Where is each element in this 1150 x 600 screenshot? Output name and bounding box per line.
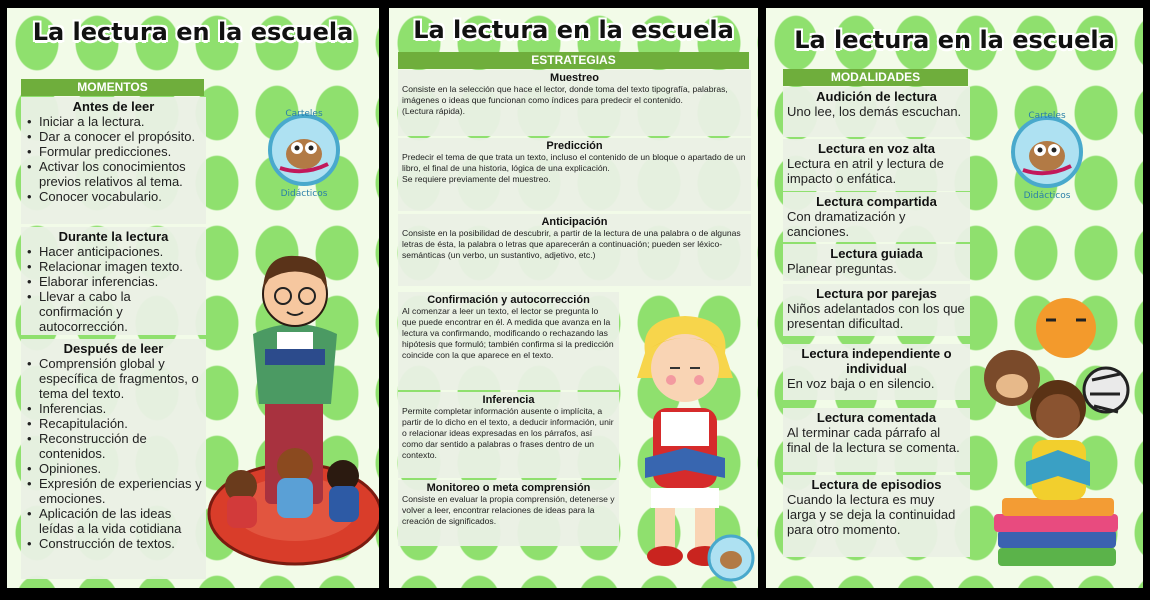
moment-before-reading <box>21 97 206 224</box>
modality-title: Lectura independiente o individual <box>801 346 952 376</box>
list-item: • Comprensión global y específica de fragmentos, o tema del texto. <box>39 356 202 401</box>
list-item: • Aplicación de las ideas leídas a la vida cotidiana <box>39 506 202 536</box>
modality-title: Lectura compartida <box>816 194 937 209</box>
panel-momentos <box>7 8 379 588</box>
modality-parejas <box>783 284 970 336</box>
strategy-text: Predecir el tema de que trata un texto, incluso el contenido de un bloque o apartado de un libro, el final de una historia, lógica de una explicación. <box>402 152 746 173</box>
strategy-text: Consiste en la posibilidad de descubrir, a partir de la lectura de una palabra o de algunas letras de ésta, la palabra o letras que aparecerán a continuación; pueden ser léxico-semánticas (un verbo, un sustantivo, adjetivo, etc.) <box>402 228 741 260</box>
modality-text: Con dramatización y canciones. <box>787 209 906 239</box>
panel-title: La lectura en la escuela <box>794 26 1115 54</box>
moment-after-reading <box>21 339 206 579</box>
modality-title: Lectura en voz alta <box>817 141 936 156</box>
section-title: Después de leer <box>63 341 164 356</box>
carteles-didacticos-logo-small <box>705 530 757 586</box>
modality-voz-alta <box>783 139 970 191</box>
panel-title: La lectura en la escuela <box>413 16 734 44</box>
strategy-text: Al comenzar a leer un texto, el lector se pregunta lo que puede encontrar en él. A medida que avanza en la lectura va confirmando, modificando o rechazando las hipótesis que formuló; también confirma si la predicción coincide con la que aparece en el texto. <box>402 306 614 360</box>
modality-comentada <box>783 408 970 472</box>
carteles-didacticos-logo <box>1008 106 1086 206</box>
strategy-prediccion <box>398 138 751 211</box>
strategy-text: Permite completar información ausente o implícita, a partir de lo dicho en el texto, a deducir información, unir o relacionar ideas expresadas en los párrafos, así como dar sentido a palabras o frases dentro de un contexto. <box>402 406 614 460</box>
panel-title: La lectura en la escuela <box>32 18 354 46</box>
strategy-title: Anticipación <box>541 216 608 228</box>
teacher-reading-illustration <box>203 234 379 584</box>
modality-title: Lectura de episodios <box>811 477 942 492</box>
strategy-note: Se requiere previamente del muestreo. <box>402 174 551 184</box>
strategy-confirmacion <box>398 292 619 390</box>
modality-compartida <box>783 192 970 242</box>
list-item: • Relacionar imagen texto. <box>39 259 202 274</box>
list-item: • Reconstrucción de contenidos. <box>39 431 202 461</box>
modality-audicion <box>783 87 970 137</box>
carteles-didacticos-logo <box>265 104 343 204</box>
moment-during-reading <box>21 227 206 335</box>
strategy-title: Monitoreo o meta comprensión <box>426 482 591 494</box>
modality-text: Cuando la lectura es muy larga y se deja la continuidad para otro momento. <box>787 492 956 537</box>
logo-text-bottom: Didácticos <box>1023 191 1071 201</box>
strategy-inferencia <box>398 392 619 478</box>
list-item: • Dar a conocer el propósito. <box>39 129 202 144</box>
logo-text-top: Carteles <box>285 109 323 119</box>
section-title: Durante la lectura <box>58 229 169 244</box>
list-item: • Construcción de textos. <box>39 536 202 551</box>
list-item: • Recapitulación. <box>39 416 202 431</box>
section-title: Antes de leer <box>72 99 155 114</box>
strategy-title: Muestreo <box>550 72 599 84</box>
list-item: • Inferencias. <box>39 401 202 416</box>
kid-animals-books-illustration <box>976 290 1138 580</box>
section-header-estrategias: ESTRATEGIAS <box>398 52 749 69</box>
strategy-muestreo <box>398 70 751 136</box>
panel-estrategias <box>389 8 758 588</box>
modality-title: Lectura guiada <box>830 246 923 261</box>
list-item: • Formular predicciones. <box>39 144 202 159</box>
modality-independiente <box>783 344 970 400</box>
strategy-anticipacion <box>398 214 751 286</box>
modality-title: Lectura por parejas <box>816 286 937 301</box>
logo-text-top: Carteles <box>1028 111 1066 121</box>
list-item: • Expresión de experiencias y emociones. <box>39 476 202 506</box>
strategy-text: Consiste en evaluar la propia comprensión, detenerse y volver a leer, encontrar relaciones de ideas para la creación de significados. <box>402 494 615 526</box>
modality-episodios <box>783 475 970 557</box>
list-item: • Elaborar inferencias. <box>39 274 202 289</box>
modality-text: En voz baja o en silencio. <box>787 376 935 391</box>
strategy-title: Inferencia <box>482 394 535 406</box>
list-item: • Opiniones. <box>39 461 202 476</box>
panel-modalidades <box>766 8 1143 588</box>
modality-title: Lectura comentada <box>816 410 937 425</box>
modality-text: Niños adelantados con los que presentan dificultad. <box>787 301 965 331</box>
modality-guiada <box>783 244 970 281</box>
section-header-modalidades: MODALIDADES <box>783 69 968 86</box>
strategy-monitoreo <box>398 480 619 546</box>
list-item: • Activar los conocimientos previos relativos al tema. <box>39 159 202 189</box>
strategy-text: Consiste en la selección que hace el lector, donde toma del texto tipografía, palabras, imágenes o ideas que funcionan como índices para predecir el contenido. <box>402 84 728 105</box>
list-item: • Iniciar a la lectura. <box>39 114 202 129</box>
list-item: • Llevar a cabo la confirmación y autocorrección. <box>39 289 202 334</box>
strategy-title: Predicción <box>546 140 603 152</box>
modality-title: Audición de lectura <box>816 89 937 104</box>
modality-text: Uno lee, los demás escuchan. <box>787 104 962 119</box>
strategy-title: Confirmación y autocorrección <box>427 294 590 306</box>
logo-text-bottom: Didácticos <box>280 189 328 199</box>
list-item: • Hacer anticipaciones. <box>39 244 202 259</box>
section-header-momentos: MOMENTOS <box>21 79 204 96</box>
modality-text: Lectura en atril y lectura de impacto o enfática. <box>787 156 944 186</box>
modality-text: Al terminar cada párrafo al final de la lectura se comenta. <box>787 425 960 455</box>
strategy-note: (Lectura rápida). <box>402 106 466 116</box>
list-item: • Conocer vocabulario. <box>39 189 202 204</box>
modality-text: Planear preguntas. <box>787 261 897 276</box>
